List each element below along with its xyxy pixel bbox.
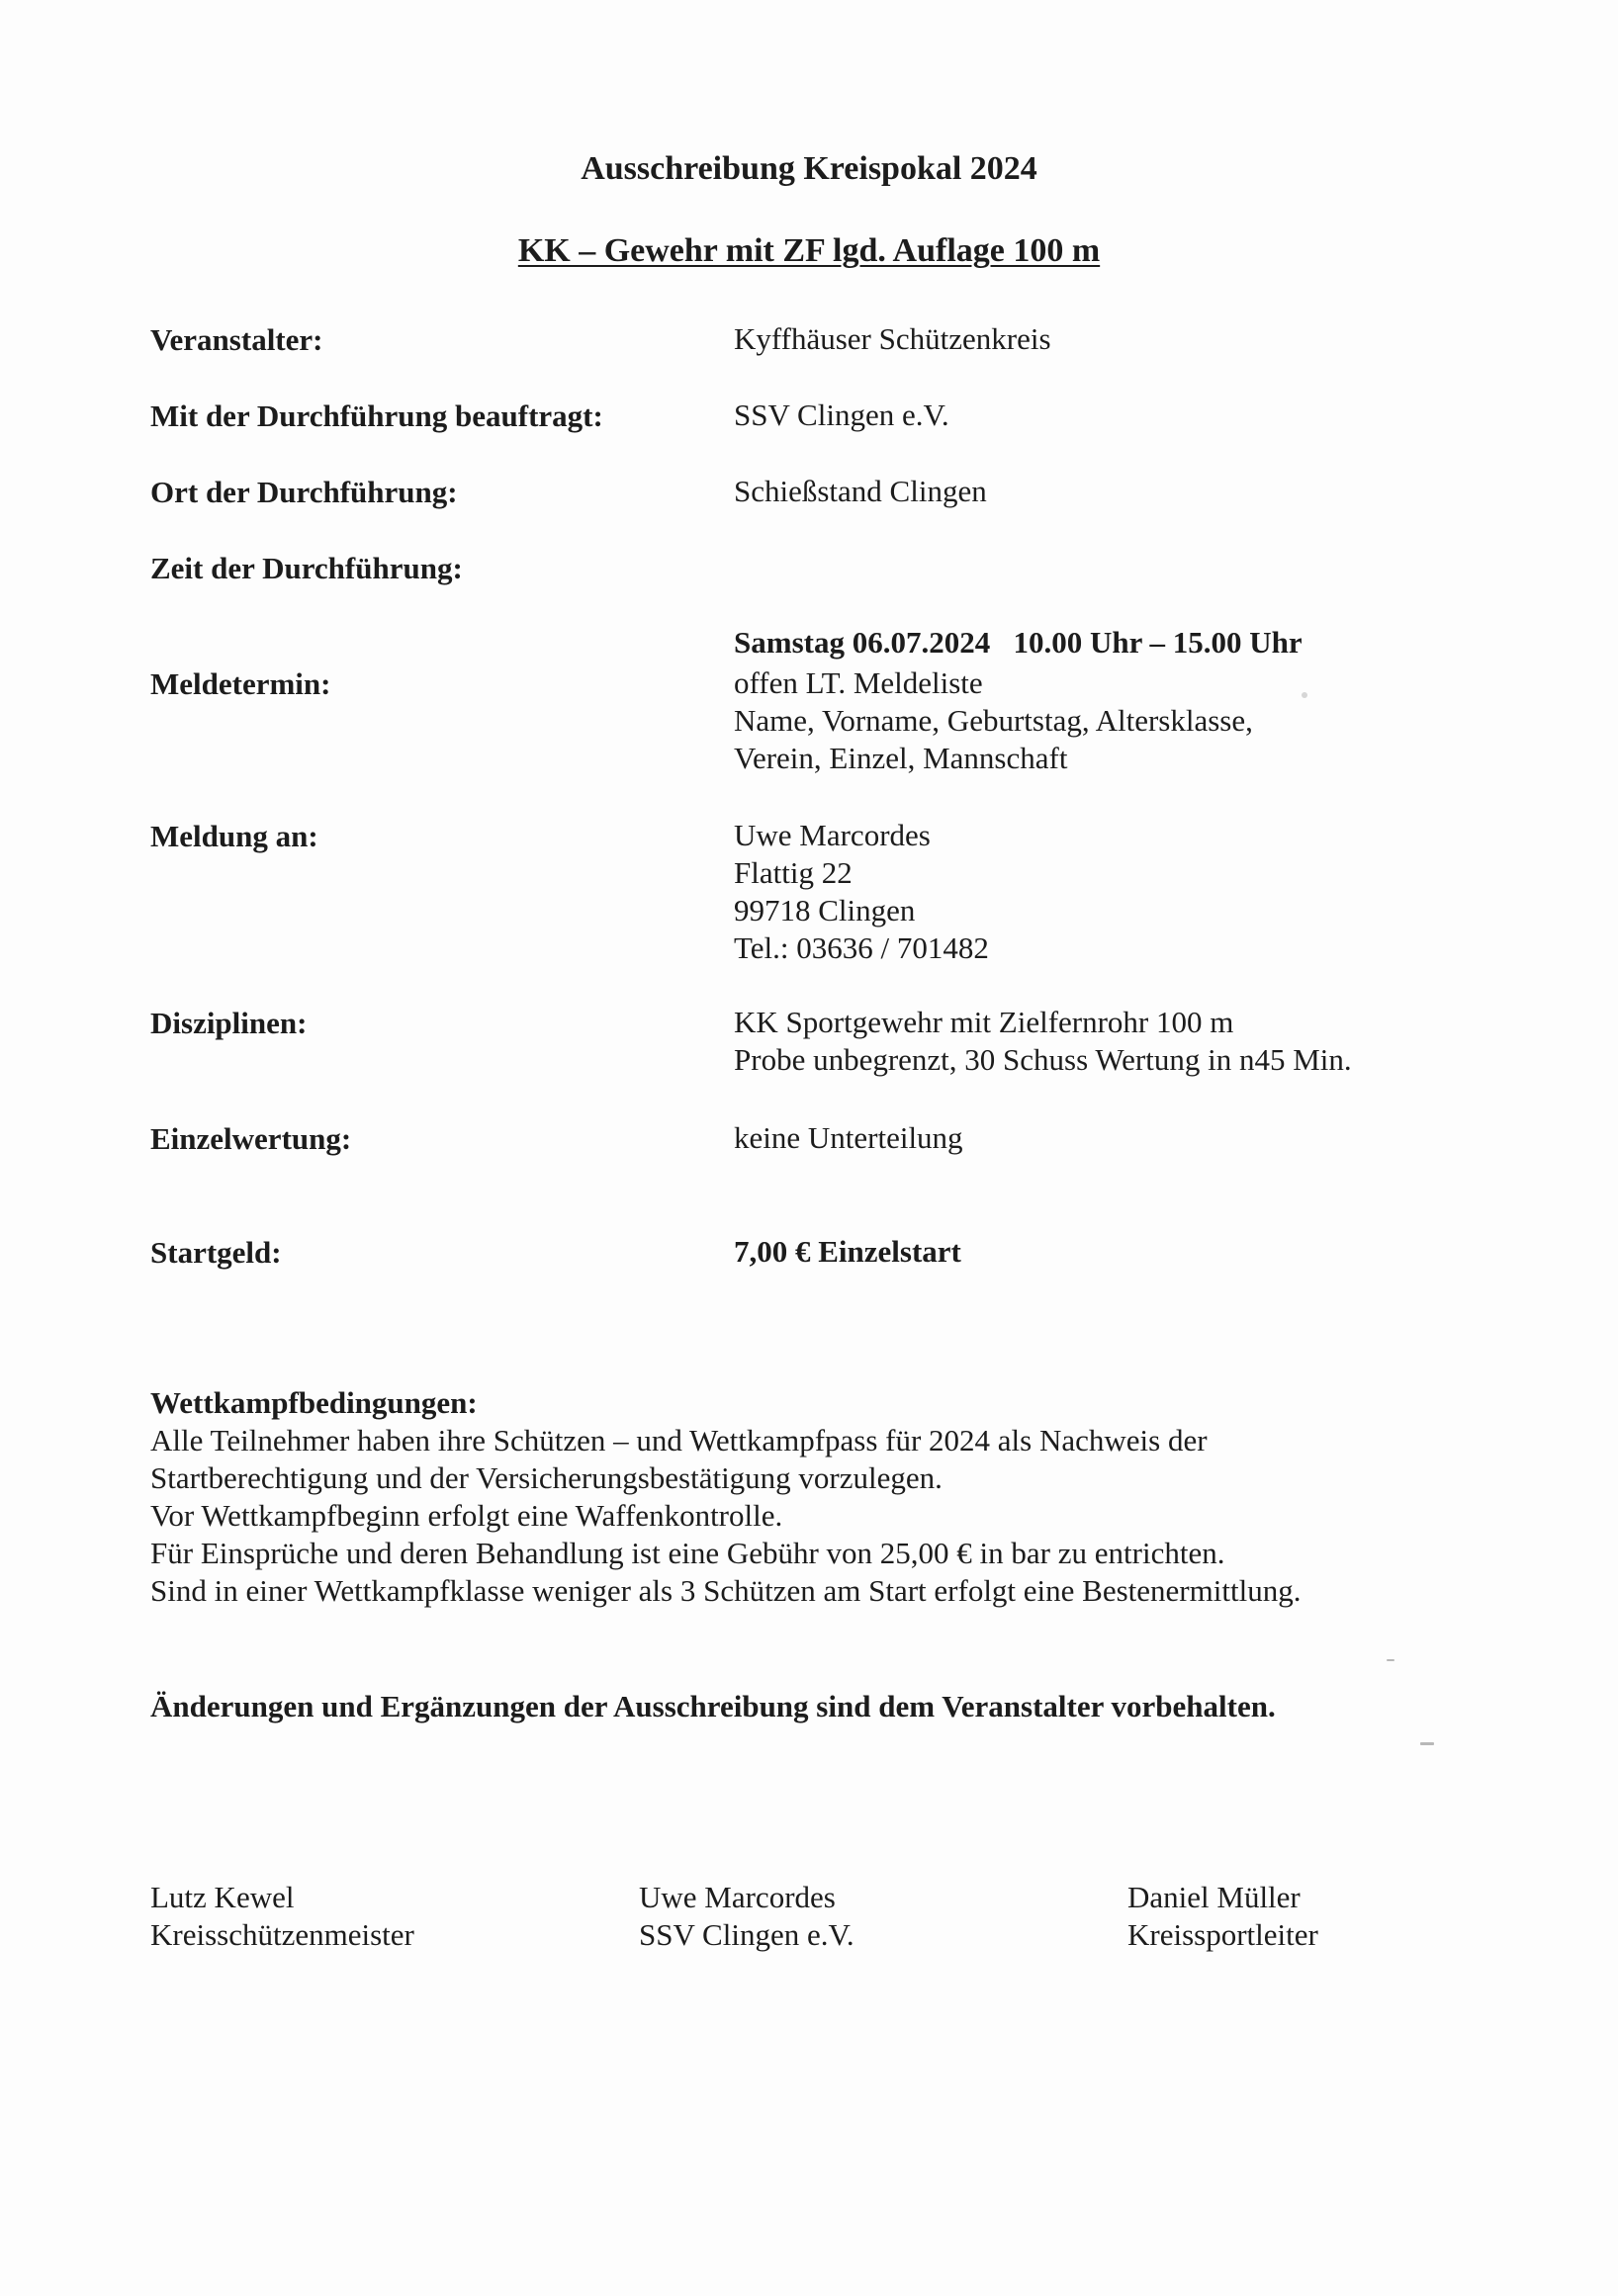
value-line: 7,00 € Einzelstart [734, 1234, 961, 1269]
field-value-entry-fee [734, 1233, 961, 1271]
field-value-disciplines [734, 1004, 1352, 1079]
value-line: SSV Clingen e.V. [734, 397, 949, 432]
signature-role: SSV Clingen e.V. [639, 1917, 854, 1952]
conditions-line: Startberechtigung und der Versicherungsbestätigung vorzulegen. [150, 1460, 943, 1495]
competition-conditions [150, 1384, 1495, 1610]
value-line: Kyffhäuser Schützenkreis [734, 321, 1051, 356]
field-value-organizer [734, 320, 1051, 358]
notice-text: Änderungen und Ergänzungen der Ausschreibung sind dem Veranstalter vorbehalten. [150, 1689, 1276, 1723]
conditions-line: Alle Teilnehmer haben ihre Schützen – und Wettkampfpass für 2024 als Nachweis der [150, 1423, 1208, 1457]
field-value-registration-to [734, 817, 989, 967]
scan-speck [1302, 692, 1307, 698]
signature-block [150, 1879, 414, 1954]
scan-speck [1387, 1659, 1394, 1661]
signature-name: Lutz Kewel [150, 1880, 295, 1914]
value-line: 99718 Clingen [734, 893, 916, 927]
field-label-registration-deadline: Meldetermin: [150, 666, 331, 701]
value-line: Name, Vorname, Geburtstag, Altersklasse, [734, 703, 1253, 738]
field-label-time: Zeit der Durchführung: [150, 551, 463, 585]
field-label-organizer: Veranstalter: [150, 322, 323, 357]
value-line: Flattig 22 [734, 855, 853, 890]
field-label-disciplines: Disziplinen: [150, 1006, 308, 1040]
value-line: Samstag 06.07.2024 10.00 Uhr – 15.00 Uhr [734, 625, 1303, 660]
value-line: Schießstand Clingen [734, 474, 987, 508]
conditions-line: Für Einsprüche und deren Behandlung ist eine Gebühr von 25,00 € in bar zu entrichten. [150, 1536, 1225, 1570]
document-title: Ausschreibung Kreispokal 2024 [581, 150, 1037, 187]
value-line: Probe unbegrenzt, 30 Schuss Wertung in n45 Min. [734, 1042, 1352, 1077]
field-value-location [734, 473, 987, 510]
signature-role: Kreissportleiter [1127, 1917, 1318, 1952]
signature-block [639, 1879, 854, 1954]
signature-name: Daniel Müller [1127, 1880, 1301, 1914]
value-line: offen LT. Meldeliste [734, 665, 983, 700]
field-label-commissioned: Mit der Durchführung beauftragt: [150, 398, 603, 433]
value-line: keine Unterteilung [734, 1120, 963, 1155]
scan-speck [1420, 1742, 1434, 1745]
conditions-heading: Wettkampfbedingungen: [150, 1385, 478, 1420]
value-line: Tel.: 03636 / 701482 [734, 930, 989, 965]
document-subtitle: KK – Gewehr mit ZF lgd. Auflage 100 m [517, 232, 1101, 269]
field-label-registration-to: Meldung an: [150, 819, 318, 853]
value-line: KK Sportgewehr mit Zielfernrohr 100 m [734, 1005, 1234, 1039]
signature-block [1127, 1879, 1318, 1954]
value-line: Uwe Marcordes [734, 818, 931, 852]
value-line: Verein, Einzel, Mannschaft [734, 741, 1068, 775]
signature-name: Uwe Marcordes [639, 1880, 836, 1914]
field-label-individual-ranking: Einzelwertung: [150, 1121, 352, 1156]
field-value-individual-ranking [734, 1119, 963, 1157]
field-label-entry-fee: Startgeld: [150, 1235, 282, 1270]
field-value-commissioned [734, 397, 949, 434]
conditions-line: Vor Wettkampfbeginn erfolgt eine Waffenkontrolle. [150, 1498, 783, 1533]
field-label-location: Ort der Durchführung: [150, 475, 458, 509]
field-value-registration-deadline [734, 664, 1253, 777]
conditions-line: Sind in einer Wettkampfklasse weniger als 3 Schützen am Start erfolgt eine Bestenermittlung. [150, 1573, 1302, 1608]
signature-role: Kreisschützenmeister [150, 1917, 414, 1952]
